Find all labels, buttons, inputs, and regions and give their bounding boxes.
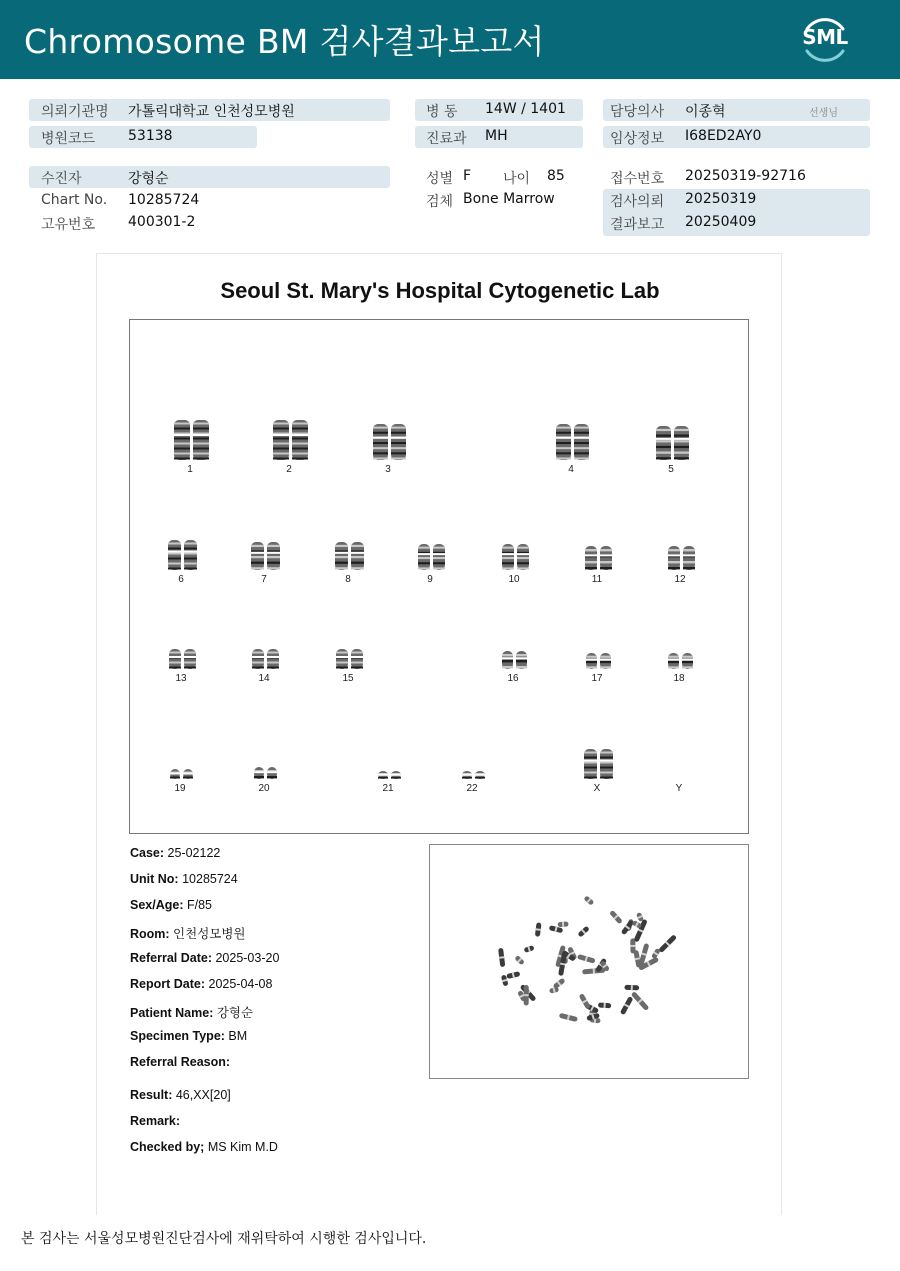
case-info-key: Sex/Age: [130, 898, 184, 912]
karyogram [129, 319, 749, 834]
case-info-value: BM [224, 1029, 248, 1043]
doctor-suffix: 선생님 [809, 108, 838, 119]
lab-title: Seoul St. Mary's Hospital Cytogenetic Lab [220, 278, 660, 303]
chromosome-pair-19 [170, 769, 193, 779]
unique-no-value: 400301-2 [128, 214, 196, 230]
chromosome-label-9: 9 [427, 574, 433, 585]
receipt-no-value: 20250319-92716 [685, 168, 806, 184]
case-info-value: 인천성모병원 [169, 927, 246, 941]
chart-no-field [29, 190, 390, 212]
chromosome-pair-13 [169, 649, 196, 669]
case-info-row [130, 1088, 231, 1102]
patient-label: 수진자 [41, 171, 82, 187]
doctor-field [603, 99, 870, 121]
karyotype-report [96, 253, 782, 1215]
request-date-label: 검사의뢰 [610, 194, 665, 210]
case-info-row [130, 951, 279, 965]
patient-value: 강형순 [128, 171, 169, 187]
chromosome-pair-1 [174, 420, 209, 460]
chromosome-label-X: X [593, 783, 601, 794]
sex-age-field [415, 166, 590, 188]
case-info-key: Report Date: [130, 977, 206, 991]
hospital-code-label: 병원코드 [41, 131, 96, 147]
department-value: MH [485, 128, 508, 144]
chromosome-pair-12 [668, 546, 695, 570]
chromosome-label-6: 6 [178, 574, 184, 585]
chromosome-pair-17 [586, 653, 611, 669]
chromosome-pair-8 [335, 542, 364, 570]
chromosome-label-Y: Y [675, 783, 683, 794]
case-info-row [130, 977, 272, 991]
chromosome-label-15: 15 [342, 673, 354, 684]
clinical-info-field [603, 126, 870, 148]
doctor-label: 담당의사 [610, 104, 665, 120]
specimen-label: 검체 [426, 194, 454, 210]
chromosome-label-4: 4 [568, 464, 574, 475]
chromosome-pair-22 [462, 771, 485, 779]
chromosome-pair-20 [254, 767, 277, 779]
chromosome-label-2: 2 [286, 464, 292, 475]
chromosome-pair-7 [251, 542, 280, 570]
chromosome-label-13: 13 [175, 673, 187, 684]
case-info-key: Remark: [130, 1114, 181, 1128]
receipt-no-label: 접수번호 [610, 171, 665, 187]
report-header [0, 0, 900, 79]
case-info-key: Checked by; [130, 1140, 205, 1154]
ward-label: 병 동 [426, 104, 458, 120]
department-field [415, 126, 583, 148]
clinical-info-label: 임상정보 [610, 131, 665, 147]
case-info-row [130, 846, 220, 860]
clinical-info-value: I68ED2AY0 [685, 128, 762, 144]
chromosome-pair-5 [656, 426, 689, 460]
institution-label: 의뢰기관명 [41, 104, 109, 120]
chromosome-pair-4 [556, 424, 589, 460]
chromosome-label-5: 5 [668, 464, 674, 475]
chromosome-pair-10 [502, 544, 529, 570]
request-date-value: 20250319 [685, 191, 757, 207]
chromosome-label-8: 8 [345, 574, 351, 585]
age-value: 85 [547, 168, 565, 184]
case-info-value: MS Kim M.D [204, 1140, 278, 1154]
case-info-key: Referral Date: [130, 951, 212, 965]
case-info-value: 10285724 [178, 872, 238, 886]
case-info-row [130, 1055, 230, 1069]
chromosome-pair-14 [252, 649, 279, 669]
logo-text: SML [802, 25, 848, 49]
institution-field [29, 99, 390, 121]
case-info-key: Patient Name: [130, 1006, 214, 1020]
footer-note: 본 검사는 서울성모병원진단검사에 재위탁하여 시행한 검사입니다. [21, 1231, 427, 1247]
metaphase-spread [430, 845, 748, 1078]
report-date-label: 결과보고 [610, 217, 665, 233]
chromosome-label-21: 21 [382, 783, 394, 794]
specimen-value: Bone Marrow [463, 191, 555, 207]
department-label: 진료과 [426, 131, 467, 147]
chromosome-label-14: 14 [258, 673, 270, 684]
chromosome-pair-21 [378, 771, 401, 779]
case-info-row [130, 924, 246, 942]
age-label: 나이 [503, 171, 531, 187]
case-info-value: 46,XX[20] [172, 1088, 231, 1102]
receipt-no-field [603, 166, 870, 188]
specimen-field [415, 189, 590, 211]
case-info-row [130, 1003, 253, 1021]
case-info-row [130, 872, 238, 886]
chart-no-value: 10285724 [128, 192, 200, 208]
chromosome-pair-2 [273, 420, 308, 460]
case-info-key: Result: [130, 1088, 173, 1102]
case-info-key: Room: [130, 927, 170, 941]
institution-value: 가톨릭대학교 인천성모병원 [128, 104, 295, 120]
unique-no-field [29, 212, 390, 234]
case-info-value: 2025-04-08 [205, 977, 273, 991]
chromosome-pair-16 [502, 651, 527, 669]
case-info-key: Specimen Type: [130, 1029, 225, 1043]
sml-logo [797, 13, 853, 65]
chromosome-pair-11 [585, 546, 612, 570]
chromosome-pair-9 [418, 544, 445, 570]
case-info-key: Unit No: [130, 872, 179, 886]
case-info-value: 2025-03-20 [211, 951, 280, 965]
chromosome-label-16: 16 [507, 673, 519, 684]
case-info-row [130, 1029, 247, 1043]
chart-no-label: Chart No. [41, 192, 108, 208]
chromosome-pair-15 [336, 649, 363, 669]
chromosome-label-11: 11 [591, 574, 603, 585]
chromosome-label-20: 20 [258, 783, 270, 794]
ward-value: 14W / 1401 [485, 101, 566, 117]
sex-value: F [463, 168, 472, 184]
unique-no-label: 고유번호 [41, 217, 96, 233]
doctor-value: 이종혁 [685, 104, 726, 120]
patient-field [29, 166, 390, 188]
chromosome-label-18: 18 [673, 673, 685, 684]
chromosome-label-10: 10 [508, 574, 520, 585]
chromosome-label-19: 19 [174, 783, 186, 794]
chromosome-pair-18 [668, 653, 693, 669]
hospital-code-field [29, 126, 257, 148]
chromosome-label-1: 1 [187, 464, 193, 475]
metaphase-image [429, 844, 749, 1079]
dates-field [603, 189, 870, 236]
chromosome-label-7: 7 [261, 574, 267, 585]
chromosome-label-12: 12 [674, 574, 686, 585]
report-title: Chromosome BM 검사결과보고서 [24, 22, 545, 61]
case-info-row [130, 898, 212, 912]
case-info-row [130, 1140, 278, 1154]
chromosome-label-3: 3 [385, 464, 391, 475]
case-info-key: Referral Reason: [130, 1055, 231, 1069]
chromosome-pair-X [584, 749, 613, 779]
hospital-code-value: 53138 [128, 128, 173, 144]
case-info-value: 강형순 [213, 1006, 254, 1020]
case-info-value: 25-02122 [164, 846, 221, 860]
chromosome-pair-3 [373, 424, 406, 460]
chromosome-label-22: 22 [466, 783, 478, 794]
sex-label: 성별 [426, 171, 454, 187]
chromosome-label-17: 17 [591, 673, 603, 684]
case-info-row [130, 1114, 180, 1128]
case-info-key: Case: [130, 846, 165, 860]
report-date-value: 20250409 [685, 214, 757, 230]
chromosome-pair-6 [168, 540, 197, 570]
ward-field [415, 99, 583, 121]
case-info-value: F/85 [183, 898, 212, 912]
